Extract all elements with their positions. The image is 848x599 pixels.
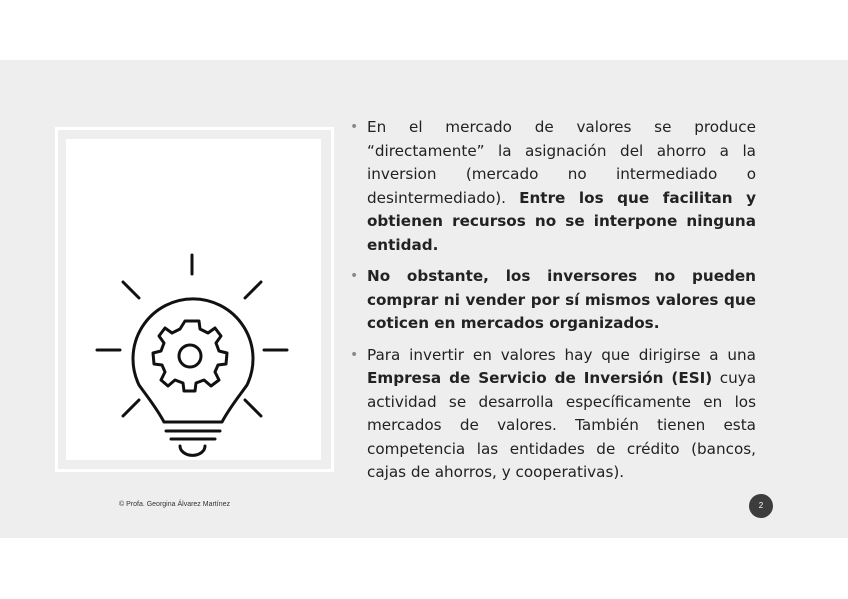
bullet-3-text-c: cuya actividad se desarrolla específicamente en los mercados de valores. También tienen esta competencia las entidades de crédito (bancos, cajas de ahorros, y cooperativas). — [367, 369, 756, 481]
bullet-dot: • — [350, 268, 359, 284]
bullet-dot: • — [350, 346, 359, 363]
bullet-2-text: No obstante, los inversores no pueden comprar ni vender por sí mismos valores que coticen en mercados organizados. — [367, 267, 756, 332]
bullet-3-text-b: Empresa de Servicio de Inversión (ESI) — [367, 369, 713, 387]
footer-credit: © Profa. Georgina Álvarez Martínez — [119, 501, 230, 508]
bullet-1 — [350, 116, 756, 257]
bullet-dot: • — [350, 119, 359, 135]
bullet-2 — [350, 265, 756, 336]
bullet-list — [350, 116, 756, 493]
page-number-badge: 2 — [749, 494, 773, 518]
slide — [0, 60, 848, 538]
image-card — [66, 139, 321, 460]
bullet-3 — [350, 344, 756, 485]
lightbulb-gear-icon — [66, 139, 321, 460]
bullet-3-text-a: Para invertir en valores hay que dirigirse a una — [367, 345, 756, 364]
bullet-1-text-a: En el mercado de valores se produce “directamente” la asignación del ahorro a la inversion (mercado no intermediado o desintermediado). — [367, 118, 756, 207]
bullet-1-text-b: Entre los que facilitan y obtienen recursos no se interpone ninguna entidad. — [367, 188, 756, 254]
